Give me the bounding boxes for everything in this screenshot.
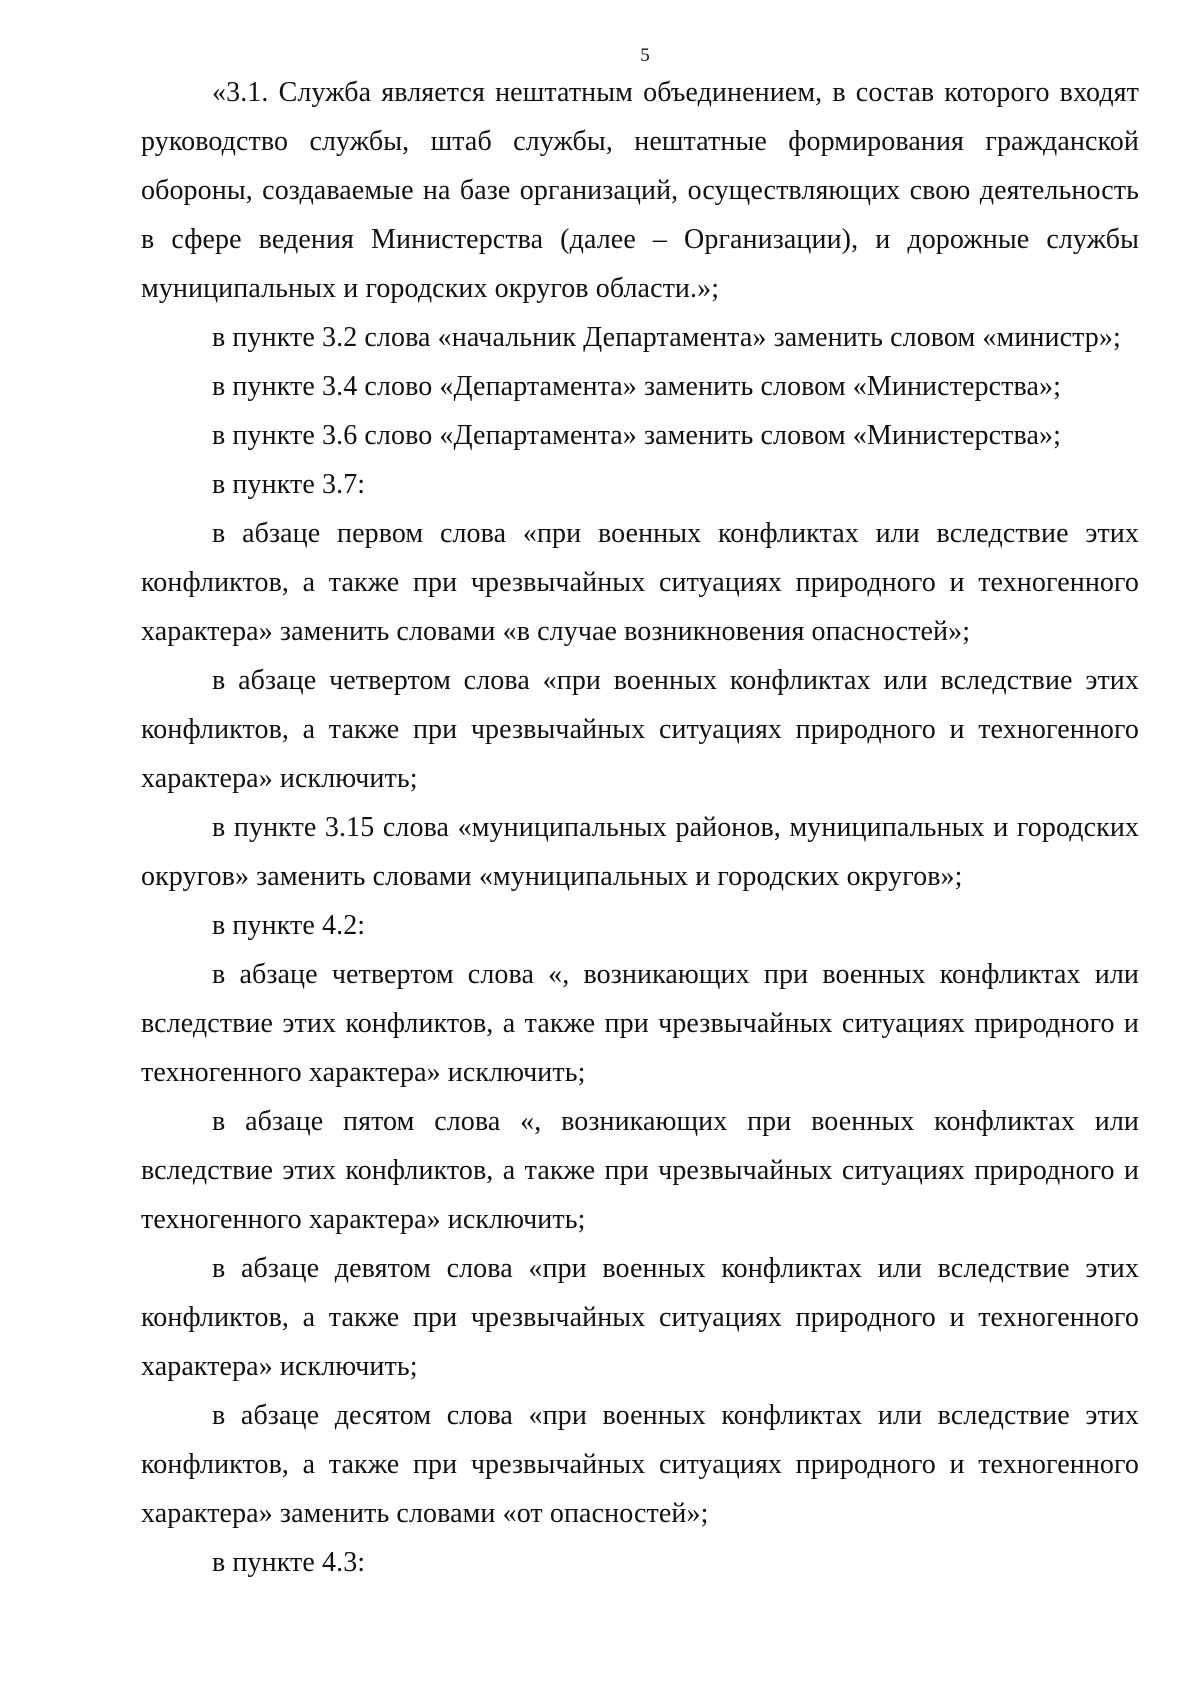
paragraph-item-3-15: в пункте 3.15 слова «муниципальных районов, муниципальных и городских округов» заменить словами «муниципальных и городских округов»; [141, 812, 1139, 892]
paragraph-item-3-7-heading: в пункте 3.7: [212, 469, 366, 500]
paragraph-section-3-1: «3.1. Служба является нештатным объединением, в состав которого входят руководство службы, штаб службы, нештатные формирования гражданской обороны, создаваемые на базе организаций, осуществляющих свою деятельность в сфере ведения Министерства (далее – Организации), и дорожные службы муниципальных и городских округов области.»; [141, 77, 1139, 304]
paragraph-item-4-3-heading: в пункте 4.3: [212, 1547, 366, 1578]
paragraph-4-2-fifth-abzac: в абзаце пятом слова «, возникающих при военных конфликтах или вследствие этих конфликтов, а также при чрезвычайных ситуациях природного и техногенного характера» исключить; [141, 1106, 1139, 1235]
paragraph-item-3-4: в пункте 3.4 слово «Департамента» заменить словом «Министерства»; [212, 371, 1061, 402]
paragraph-4-2-ninth-abzac: в абзаце девятом слова «при военных конфликтах или вследствие этих конфликтов, а также при чрезвычайных ситуациях природного и техногенного характера» исключить; [141, 1253, 1139, 1382]
paragraph-4-2-tenth-abzac: в абзаце десятом слова «при военных конфликтах или вследствие этих конфликтов, а также при чрезвычайных ситуациях природного и техногенного характера» заменить словами «от опасностей»; [141, 1400, 1139, 1529]
page-number: 5 [640, 45, 650, 66]
paragraph-3-7-fourth-abzac: в абзаце четвертом слова «при военных конфликтах или вследствие этих конфликтов, а также при чрезвычайных ситуациях природного и техногенного характера» исключить; [141, 665, 1139, 794]
paragraph-item-4-2-heading: в пункте 4.2: [212, 910, 366, 941]
document-body [141, 68, 1139, 1587]
paragraph-item-3-6: в пункте 3.6 слово «Департамента» заменить словом «Министерства»; [212, 420, 1061, 451]
paragraph-item-3-2: в пункте 3.2 слова «начальник Департамента» заменить словом «министр»; [212, 322, 1121, 353]
paragraph-4-2-fourth-abzac: в абзаце четвертом слова «, возникающих при военных конфликтах или вследствие этих конфликтов, а также при чрезвычайных ситуациях природного и техногенного характера» исключить; [141, 959, 1139, 1088]
paragraph-3-7-first-abzac: в абзаце первом слова «при военных конфликтах или вследствие этих конфликтов, а также при чрезвычайных ситуациях природного и техногенного характера» заменить словами «в случае возникновения опасностей»; [141, 518, 1139, 647]
